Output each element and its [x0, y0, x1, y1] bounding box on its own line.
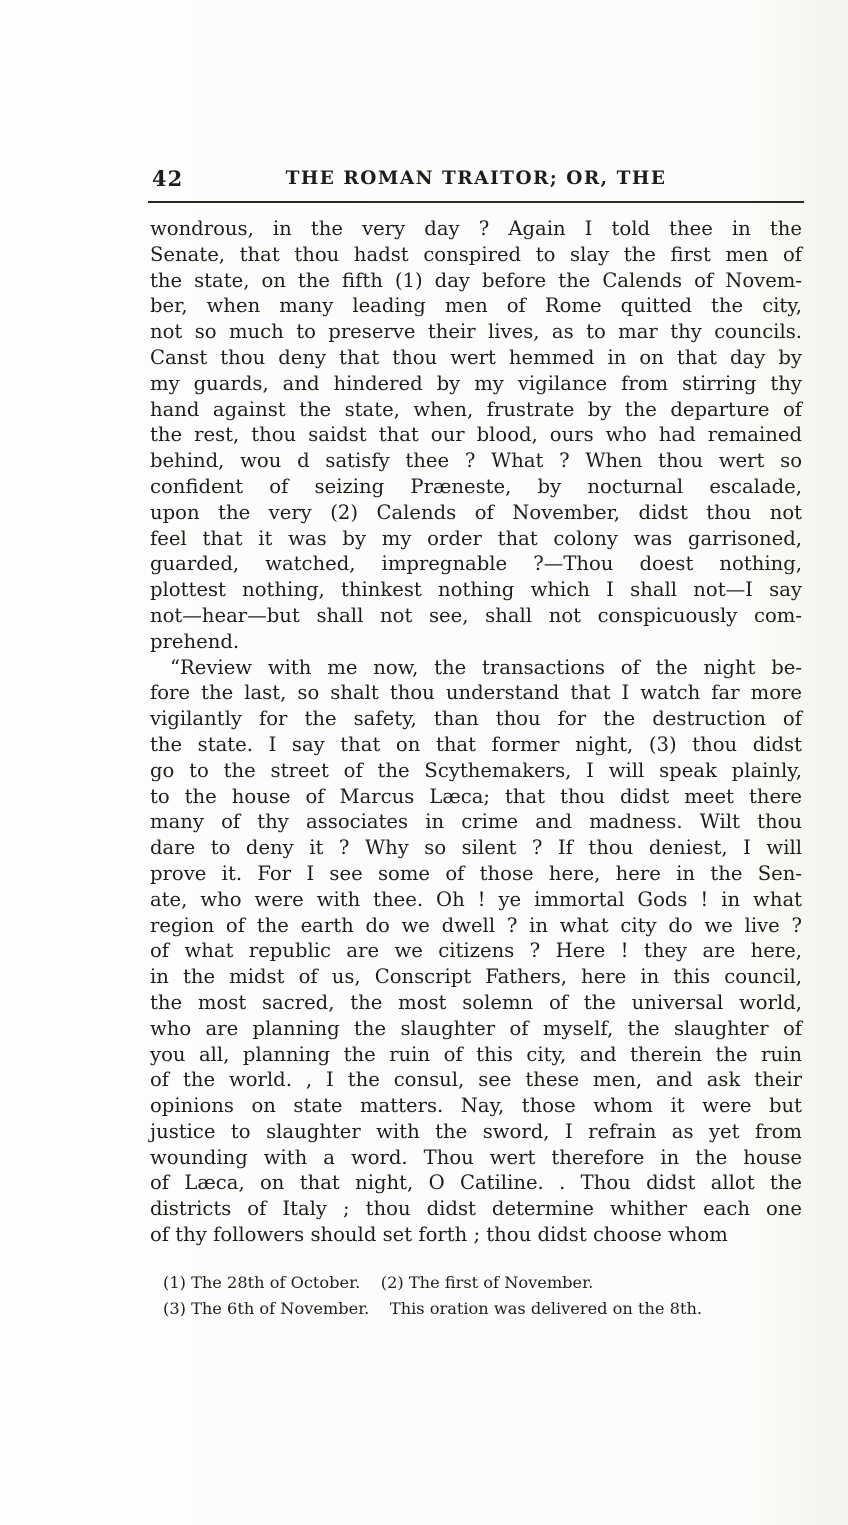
text-line: feel that it was by my order that colony was garrisoned,	[150, 526, 802, 550]
text-line: fore the last, so shalt thou understand that I watch far more	[150, 681, 802, 705]
text-line: prove it. For I see some of those here, here in the Sen-	[150, 861, 802, 885]
text-line: region of the earth do we dwell ? in what city do we live ?	[150, 913, 802, 937]
text-line: who are planning the slaughter of myself, the slaughter of	[150, 1016, 802, 1040]
text-line: the most sacred, the most solemn of the universal world,	[150, 990, 802, 1014]
page-header	[150, 166, 802, 196]
text-line: justice to slaughter with the sword, I refrain as yet from	[150, 1119, 802, 1143]
text-line: the state, on the fifth (1) day before the Calends of Novem-	[150, 268, 802, 292]
text-line: the state. I say that on that former night, (3) thou didst	[150, 732, 802, 756]
text-line: go to the street of the Scythemakers, I will speak plainly,	[150, 758, 802, 782]
text-line: of Læca, on that night, O Catiline. . Thou didst allot the	[150, 1171, 802, 1195]
running-header-title: THE ROMAN TRAITOR; OR, THE	[285, 168, 667, 189]
text-line: the rest, thou saidst that our blood, ours who had remained	[150, 423, 802, 447]
text-line: behind, wou d satisfy thee ? What ? When thou wert so	[150, 449, 802, 473]
text-line: vigilantly for the safety, than thou for the destruction of	[150, 707, 802, 731]
text-line: guarded, watched, impregnable ?—Thou doest nothing,	[150, 552, 802, 576]
text-line: not—hear—but shall not see, shall not conspicuously com-	[150, 603, 802, 627]
text-line: Senate, that thou hadst conspired to slay the first men of	[150, 242, 802, 266]
text-line: prehend.	[150, 629, 240, 653]
text-line: in the midst of us, Conscript Fathers, here in this council,	[150, 965, 802, 989]
text-line: you all, planning the ruin of this city, and therein the ruin	[150, 1042, 802, 1066]
text-line: Canst thou deny that thou wert hemmed in on that day by	[150, 345, 802, 369]
text-line: dare to deny it ? Why so silent ? If thou deniest, I will	[150, 836, 802, 860]
text-line: ber, when many leading men of Rome quitted the city,	[150, 294, 802, 318]
text-line: (3) The 6th of November. This oration was delivered on the 8th.	[163, 1299, 703, 1318]
paragraph-1	[150, 216, 802, 655]
text-line: upon the very (2) Calends of November, didst thou not	[150, 500, 802, 524]
text-line: “Review with me now, the transactions of the night be-	[170, 655, 802, 679]
text-line: confident of seizing Præneste, by nocturnal escalade,	[150, 474, 802, 498]
text-line: ate, who were with thee. Oh ! ye immortal Gods ! in what	[150, 887, 802, 911]
paragraph-2	[150, 655, 802, 1248]
text-line: (1) The 28th of October. (2) The first of November.	[163, 1273, 594, 1292]
text-line: of thy followers should set forth ; thou didst choose whom	[150, 1223, 728, 1247]
page-number: 42	[152, 166, 184, 191]
text-line: of the world. , I the consul, see these men, and ask their	[150, 1068, 802, 1092]
text-line: many of thy associates in crime and madness. Wilt thou	[150, 810, 802, 834]
text-line: opinions on state matters. Nay, those whom it were but	[150, 1094, 802, 1118]
text-line: hand against the state, when, frustrate by the departure of	[150, 397, 802, 421]
body-text	[150, 216, 802, 1248]
text-line: wounding with a word. Thou wert therefore in the house	[150, 1145, 802, 1169]
text-line: to the house of Marcus Læca; that thou didst meet there	[150, 784, 802, 808]
text-line: districts of Italy ; thou didst determine whither each one	[150, 1197, 802, 1221]
header-rule	[148, 201, 804, 203]
text-line: plottest nothing, thinkest nothing which I shall not—I say	[150, 578, 802, 602]
text-line: of what republic are we citizens ? Here ! they are here,	[150, 939, 802, 963]
text-line: my guards, and hindered by my vigilance from stirring thy	[150, 371, 802, 395]
footnotes	[163, 1270, 808, 1322]
text-line: not so much to preserve their lives, as to mar thy councils.	[150, 320, 802, 344]
text-line: wondrous, in the very day ? Again I told thee in the	[150, 217, 802, 240]
